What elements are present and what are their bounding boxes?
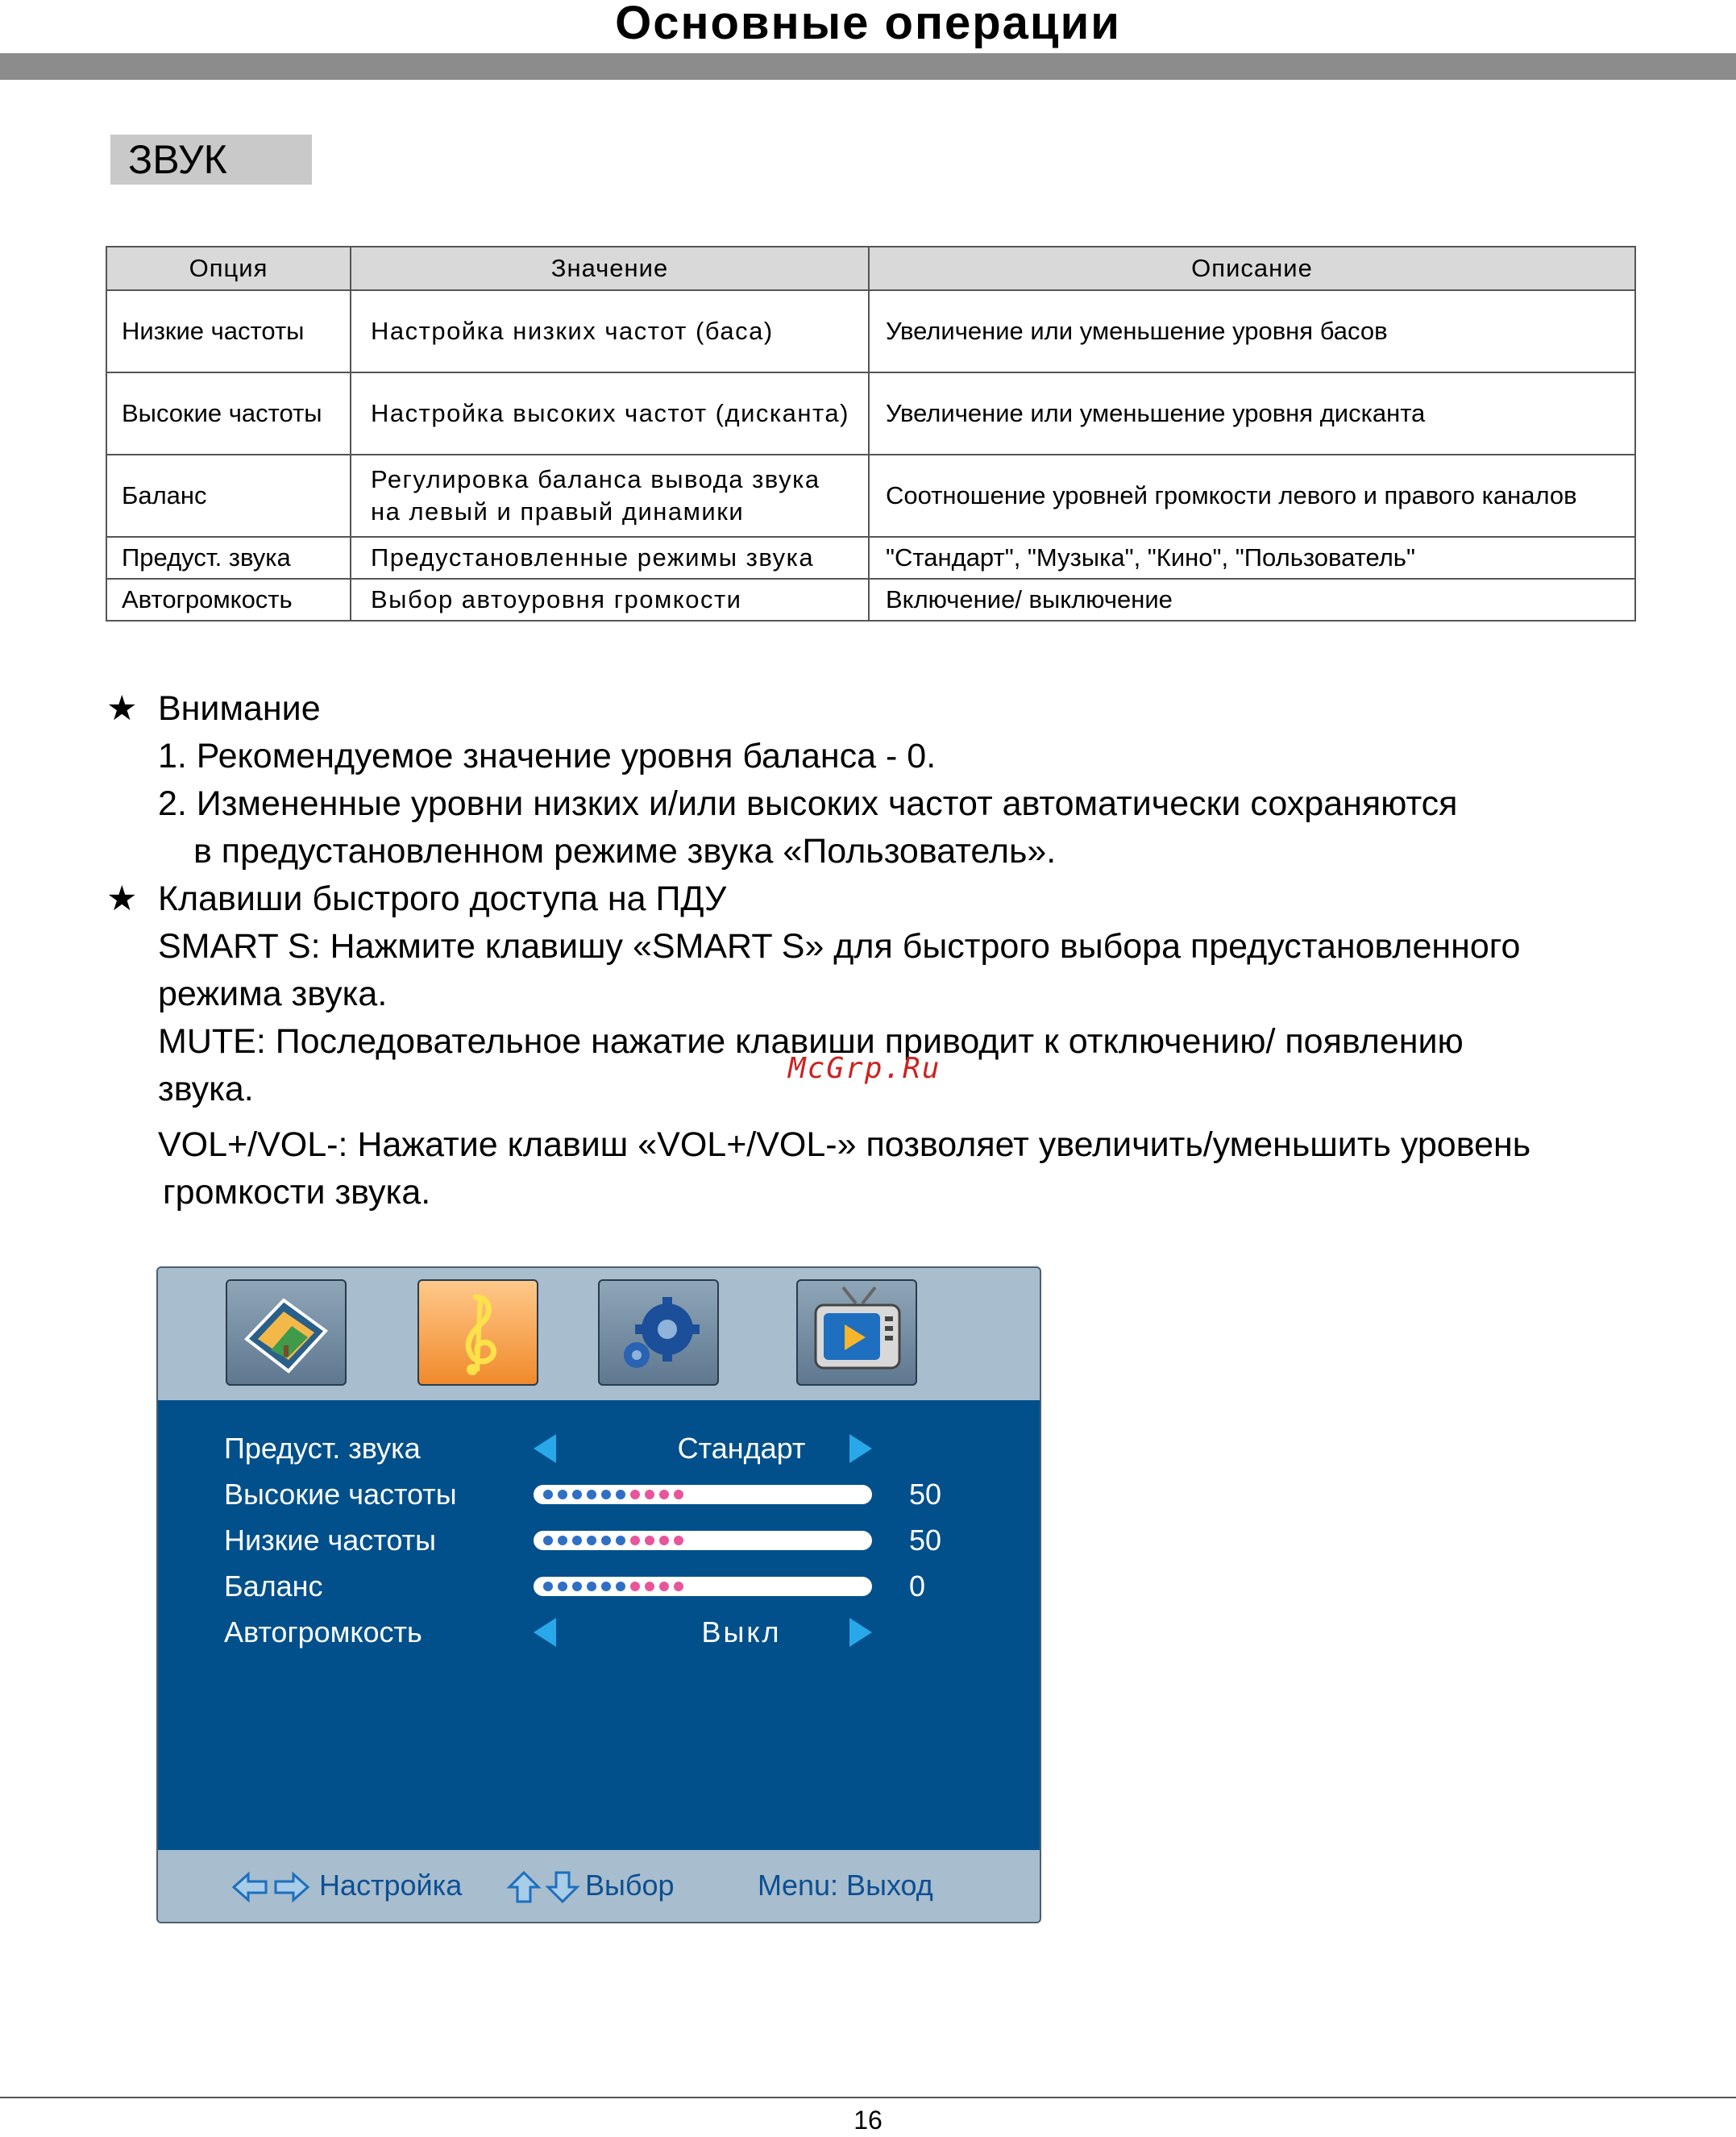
slider-dot	[674, 1536, 683, 1545]
mute-note-line1: MUTE: Последовательное нажатие клавиши приводит к отключению/ появлению	[158, 1022, 1464, 1061]
table-cell-value: Предустановленные режимы звука	[351, 537, 869, 579]
note-item-2-line1: 2. Измененные уровни низких и/или высоких частот автоматически сохраняются	[158, 784, 1458, 823]
table-cell-option: Баланс	[106, 455, 351, 537]
menu-panel	[158, 1400, 1040, 1850]
auto-volume-value: Выкл	[701, 1615, 782, 1648]
table-row	[106, 372, 1635, 455]
slider-dot	[630, 1536, 640, 1545]
balance-slider[interactable]	[534, 1577, 872, 1596]
slider-dot	[601, 1536, 611, 1545]
page-number: 16	[853, 2106, 883, 2135]
slider-dot	[543, 1536, 553, 1545]
tab-sound[interactable]	[417, 1279, 538, 1386]
sound-preset-value: Стандарт	[677, 1432, 806, 1465]
slider-dot	[630, 1582, 640, 1591]
slider-dot	[630, 1490, 640, 1499]
left-right-arrows-icon	[232, 1871, 309, 1903]
slider-dot	[616, 1536, 625, 1545]
menu-item-label: Предуст. звука	[224, 1432, 421, 1465]
column-header-description: Описание	[869, 247, 1635, 290]
slider-dot	[659, 1490, 669, 1499]
hotkeys-heading	[106, 875, 1686, 923]
table-cell-value-line: Регулировка баланса вывода звука	[371, 465, 820, 493]
menu-item-label: Баланс	[224, 1569, 323, 1603]
hotkeys-title: Клавиши быстрого доступа на ПДУ	[158, 879, 727, 918]
tab-picture[interactable]	[226, 1279, 347, 1386]
table-row	[106, 579, 1635, 621]
menu-item-label: Низкие частоты	[224, 1524, 436, 1557]
balance-value: 0	[909, 1569, 926, 1603]
table-cell-value	[351, 455, 869, 537]
tv-icon	[798, 1281, 916, 1384]
table-cell-option: Предуст. звука	[106, 537, 351, 579]
arrow-left-icon[interactable]	[534, 1618, 556, 1647]
table-cell-option: Автогромкость	[106, 579, 351, 621]
slider-dot	[558, 1490, 567, 1499]
table-cell-description: Соотношение уровней громкости левого и правого каналов	[869, 455, 1635, 537]
attention-heading	[106, 685, 1686, 733]
picture-icon	[227, 1281, 345, 1384]
page-title: Основные операции	[615, 0, 1121, 49]
tv-sound-menu	[156, 1266, 1041, 1923]
slider-dot	[558, 1536, 567, 1545]
footer-select-label: Выбор	[585, 1869, 675, 1902]
slider-dot	[572, 1490, 582, 1499]
arrow-left-icon[interactable]	[534, 1434, 556, 1463]
notes-section	[106, 685, 1686, 1216]
slider-dot	[587, 1582, 596, 1591]
slider-dot	[616, 1490, 625, 1499]
gears-icon	[600, 1281, 717, 1384]
title-divider-bar	[0, 53, 1736, 80]
slider-dot	[616, 1582, 625, 1591]
tab-tv[interactable]	[796, 1279, 917, 1386]
table-cell-option: Низкие частоты	[106, 290, 351, 372]
table-row	[106, 537, 1635, 579]
slider-dot	[659, 1582, 669, 1591]
slider-dot	[572, 1536, 582, 1545]
footer-divider	[0, 2097, 1736, 2098]
slider-dot	[558, 1582, 567, 1591]
slider-dot	[572, 1582, 582, 1591]
slider-dot	[674, 1490, 683, 1499]
slider-dot	[645, 1582, 654, 1591]
section-label: ЗВУК	[110, 135, 312, 185]
bass-value: 50	[909, 1524, 942, 1557]
table-cell-value: Выбор автоуровня громкости	[351, 579, 869, 621]
table-cell-description: "Стандарт", "Музыка", "Кино", "Пользователь"	[869, 537, 1635, 579]
note-item-2-line2: в предустановленном режиме звука «Пользователь».	[193, 832, 1057, 871]
column-header-value: Значение	[351, 247, 869, 290]
menu-footer	[158, 1850, 1040, 1922]
vol-note-line2: громкости звука.	[163, 1173, 431, 1212]
table-header-row	[106, 247, 1635, 290]
slider-dot	[674, 1582, 683, 1591]
slider-dot	[543, 1582, 553, 1591]
arrow-right-icon[interactable]	[849, 1618, 872, 1647]
table-row	[106, 290, 1635, 372]
table-cell-description: Включение/ выключение	[869, 579, 1635, 621]
smart-note-line2: режима звука.	[158, 975, 388, 1013]
slider-dot	[587, 1536, 596, 1545]
menu-tab-bar	[158, 1268, 1040, 1400]
table-cell-description: Увеличение или уменьшение уровня дисканта	[869, 372, 1635, 455]
sound-options-table	[106, 246, 1636, 622]
table-row	[106, 455, 1635, 537]
slider-dot	[645, 1536, 654, 1545]
table-cell-value-line: на левый и правый динамики	[371, 497, 745, 526]
note-item-1: 1. Рекомендуемое значение уровня баланса - 0.	[158, 737, 937, 775]
footer-adjust-label: Настройка	[319, 1869, 463, 1902]
slider-dot	[601, 1582, 611, 1591]
treble-slider[interactable]	[534, 1485, 872, 1504]
slider-dot	[601, 1490, 611, 1499]
vol-note-line1: VOL+/VOL-: Нажатие клавиш «VOL+/VOL-» позволяет увеличить/уменьшить уровень	[158, 1125, 1531, 1164]
bass-slider[interactable]	[534, 1531, 872, 1550]
star-icon: ★	[106, 879, 138, 918]
tab-setup[interactable]	[598, 1279, 719, 1386]
treble-value: 50	[909, 1478, 942, 1511]
menu-item-label: Автогромкость	[224, 1615, 422, 1648]
slider-dot	[543, 1490, 553, 1499]
mute-note-line2: звука.	[158, 1070, 254, 1108]
slider-dot	[587, 1490, 596, 1499]
footer-menu-exit-label: Menu: Выход	[758, 1869, 933, 1902]
up-down-arrows-icon	[506, 1871, 584, 1903]
table-cell-value: Настройка высоких частот (дисканта)	[351, 372, 869, 455]
menu-item-label: Высокие частоты	[224, 1478, 457, 1511]
star-icon: ★	[106, 689, 138, 728]
arrow-right-icon[interactable]	[849, 1434, 872, 1463]
column-header-option: Опция	[106, 247, 351, 290]
table-cell-description: Увеличение или уменьшение уровня басов	[869, 290, 1635, 372]
attention-title: Внимание	[158, 689, 321, 728]
table-cell-value: Настройка низких частот (баса)	[351, 290, 869, 372]
table-cell-option: Высокие частоты	[106, 372, 351, 455]
slider-dot	[659, 1536, 669, 1545]
music-note-icon	[419, 1281, 537, 1384]
watermark: McGrp.Ru	[788, 1052, 941, 1085]
smart-note-line1: SMART S: Нажмите клавишу «SMART S» для быстрого выбора предустановленного	[158, 927, 1521, 966]
slider-dot	[645, 1490, 654, 1499]
